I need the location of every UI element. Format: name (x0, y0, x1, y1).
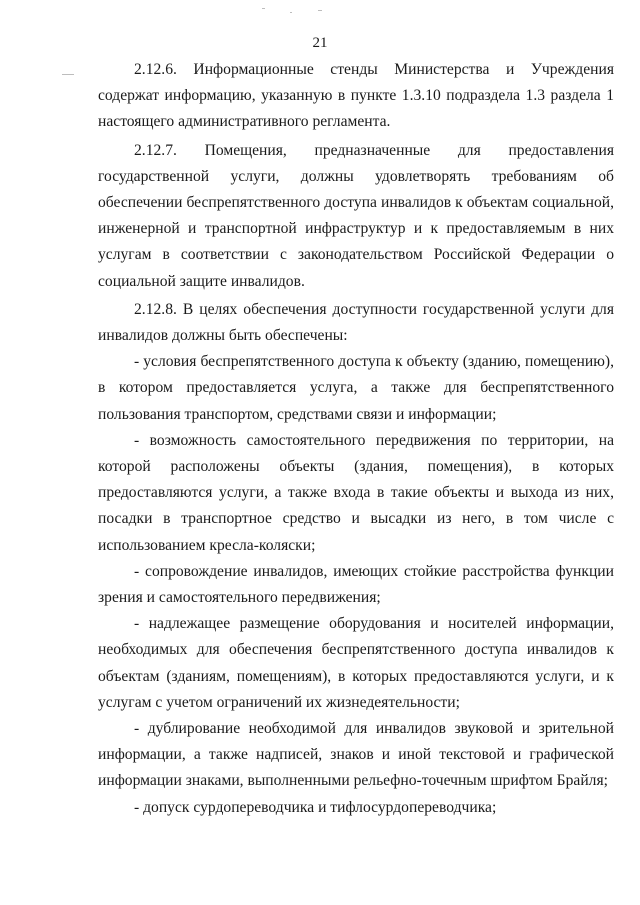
scan-speck (262, 8, 265, 9)
paragraph-2-12-7: 2.12.7. Помещения, предназначенные для предоставления государственной услуги, должны удовлетворять требованиям об обеспечении беспрепятственного доступа инвалидов к объектам социальной, инженерной и транспортной инфраструктур и к предоставляемым в них услугам в соответствии с законодательством Российской Федерации о социальной защите инвалидов. (98, 141, 614, 290)
list-item-escort: - сопровождение инвалидов, имеющих стойкие расстройства функции зрения и самостоятельного передвижения; (98, 562, 614, 607)
paragraph-2-12-8: 2.12.8. В целях обеспечения доступности государственной услуги для инвалидов должны быть обеспечены: (98, 300, 614, 345)
scan-speck (62, 74, 74, 75)
document-body (98, 57, 614, 821)
list-item-independent-movement: - возможность самостоятельного передвижения по территории, на которой расположены объекты (здания, помещения), в которых предоставляются услуги, а также входа в такие объекты и выхода из них, посадки в транспортное средство и высадки из него, в том числе с использованием кресла-коляски; (98, 431, 614, 554)
list-item-interpreter-admission: - допуск сурдопереводчика и тифлосурдопереводчика; (134, 798, 497, 816)
page-number: 21 (312, 35, 328, 51)
list-item-information-duplication: - дублирование необходимой для инвалидов звуковой и зрительной информации, а также надписей, знаков и иной текстовой и графической информации знаками, выполненными рельефно-точечным шрифтом Брайля; (98, 720, 614, 790)
scan-speck (290, 12, 292, 13)
list-item-equipment-placement: - надлежащее размещение оборудования и носителей информации, необходимых для обеспечения беспрепятственного доступа инвалидов к объектам (зданиям, помещениям), в которых предоставляются услуги, и к услугам с учетом ограничений их жизнедеятельности; (98, 615, 614, 711)
list-item-access-conditions: - условия беспрепятственного доступа к объекту (зданию, помещению), в котором предоставляется услуга, а также для беспрепятственного пользования транспортом, средствами связи и информации; (98, 353, 614, 423)
scan-speck (318, 10, 322, 11)
paragraph-2-12-6: 2.12.6. Информационные стенды Министерства и Учреждения содержат информацию, указанную в пункте 1.3.10 подраздела 1.3 раздела 1 настоящего административного регламента. (98, 61, 614, 131)
